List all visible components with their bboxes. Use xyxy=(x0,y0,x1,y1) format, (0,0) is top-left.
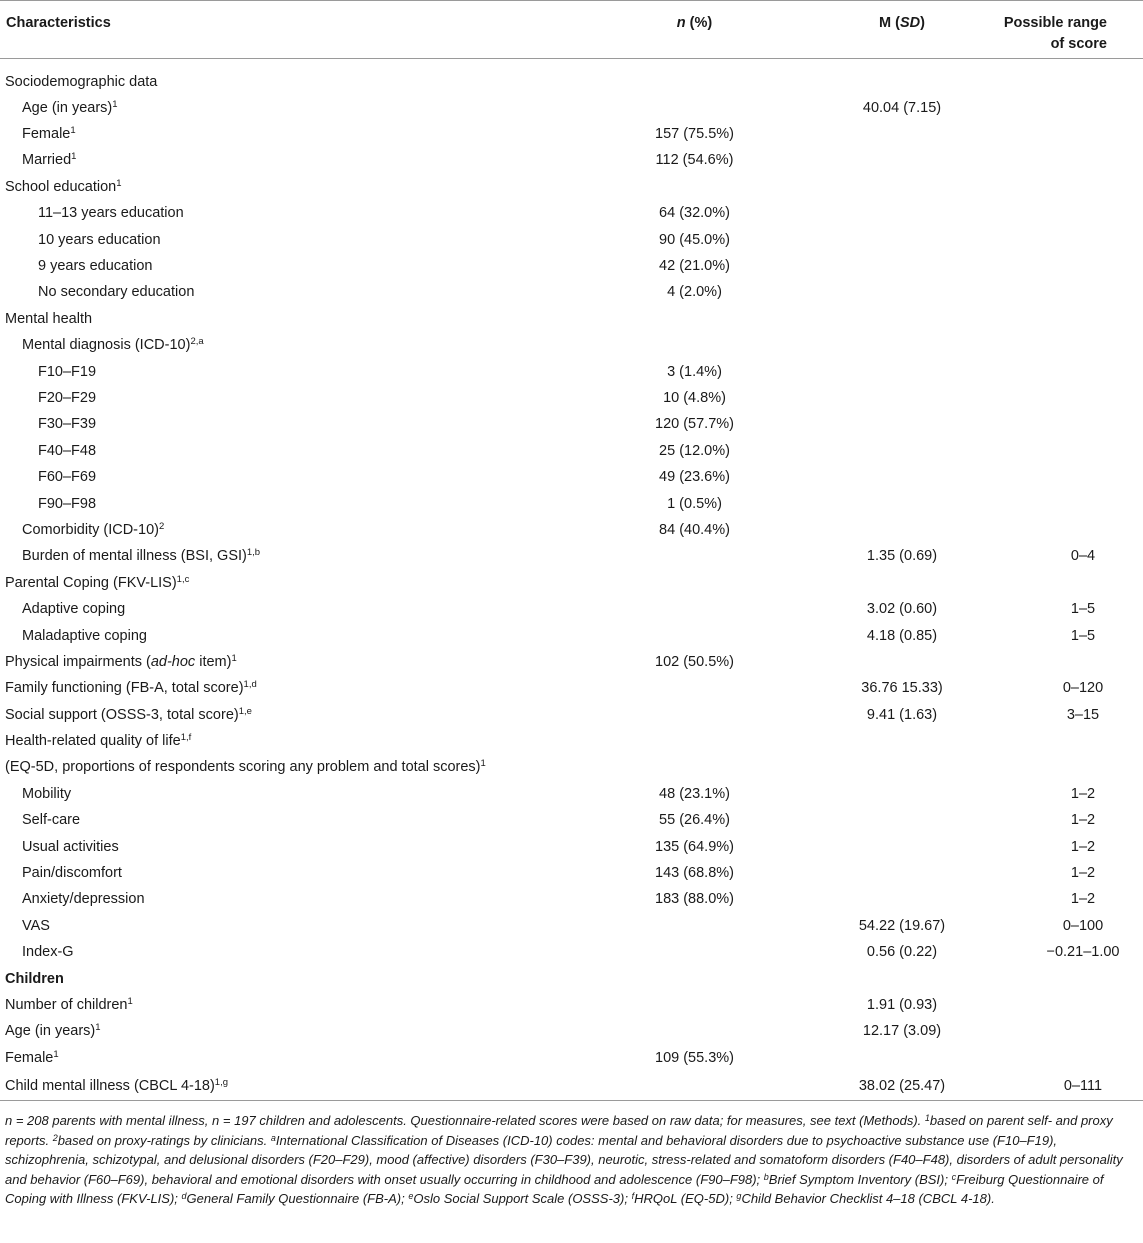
table-row xyxy=(0,596,1143,622)
row-label-italic: ad-hoc xyxy=(150,653,196,670)
cell-n-percent xyxy=(590,1071,765,1101)
row-label xyxy=(0,886,590,912)
row-label-superscript: 1,d xyxy=(243,679,257,691)
table-row xyxy=(0,279,1143,305)
cell-mean-sd xyxy=(765,965,985,991)
footnote-text: based on proxy-ratings by clinicians. xyxy=(57,1132,271,1148)
cell-possible-range xyxy=(985,279,1143,305)
cell-n-percent xyxy=(590,965,765,991)
cell-possible-range: 1–2 xyxy=(1070,865,1096,882)
row-label-text: Anxiety/depression xyxy=(22,891,145,908)
cell-possible-range: 1–2 xyxy=(1070,838,1096,855)
cell-possible-range: 0–120 xyxy=(1062,680,1104,697)
cell-n-percent: 112 (54.6%) xyxy=(655,152,734,169)
cell-possible-range xyxy=(985,965,1143,991)
cell-possible-range xyxy=(985,992,1143,1018)
footnote-sup: f xyxy=(631,1191,635,1202)
row-label-superscript: 1 xyxy=(53,1048,59,1060)
cell-possible-range xyxy=(985,649,1143,675)
cell-possible-range: 1–5 xyxy=(1070,627,1096,644)
footnote-text: n = 208 parents with mental illness, n = 197 children and adolescents. Questionnaire-related scores were based on raw data; for measures, see text (Methods). xyxy=(5,1113,925,1129)
cell-mean-sd xyxy=(765,332,985,358)
table-row xyxy=(0,1018,1143,1044)
cell-mean-sd: 1.91 (0.93) xyxy=(866,996,938,1013)
table-row xyxy=(0,59,1143,95)
cell-mean-sd xyxy=(765,147,985,173)
cell-mean-sd xyxy=(765,807,985,833)
cell-n-percent: 4 (2.0%) xyxy=(667,284,722,301)
row-label xyxy=(0,965,590,991)
header-n-italic: n xyxy=(676,15,686,31)
row-label xyxy=(0,121,590,147)
header-n-percent xyxy=(590,1,765,59)
row-label-text: Child mental illness (CBCL 4-18) xyxy=(5,1077,215,1094)
cell-n-percent: 120 (57.7%) xyxy=(655,416,734,433)
cell-n-percent: 49 (23.6%) xyxy=(659,469,730,486)
cell-possible-range xyxy=(985,490,1143,516)
row-label-superscript: 2,a xyxy=(190,336,204,348)
row-label-superscript: 1 xyxy=(116,177,122,189)
row-label xyxy=(0,59,590,95)
cell-n-percent: 102 (50.5%) xyxy=(655,653,734,670)
cell-mean-sd xyxy=(765,464,985,490)
table-row xyxy=(0,358,1143,384)
row-label xyxy=(0,1018,590,1044)
cell-n-percent: 55 (26.4%) xyxy=(659,812,730,829)
cell-mean-sd xyxy=(765,411,985,437)
cell-possible-range xyxy=(985,1018,1143,1044)
row-label-text: F30–F39 xyxy=(38,416,97,433)
table-row xyxy=(0,992,1143,1018)
cell-mean-sd xyxy=(765,226,985,252)
table-row xyxy=(0,517,1143,543)
table-row xyxy=(0,913,1143,939)
cell-mean-sd xyxy=(765,754,985,780)
cell-mean-sd xyxy=(765,833,985,859)
cell-possible-range xyxy=(985,147,1143,173)
row-label xyxy=(0,649,590,675)
footnote-sup: d xyxy=(181,1191,187,1202)
row-label-text: Children xyxy=(5,970,64,987)
row-label xyxy=(0,913,590,939)
row-label xyxy=(0,701,590,727)
row-label-superscript: 1 xyxy=(231,652,237,664)
row-label xyxy=(0,411,590,437)
cell-possible-range: 3–15 xyxy=(1066,706,1100,723)
table-row xyxy=(0,385,1143,411)
cell-possible-range xyxy=(985,306,1143,332)
table-row xyxy=(0,833,1143,859)
cell-n-percent xyxy=(590,939,765,965)
table-row xyxy=(0,570,1143,596)
row-label-superscript: 2 xyxy=(158,520,165,532)
cell-n-percent: 25 (12.0%) xyxy=(659,442,730,459)
footnote-text: Freiburg Questionnaire of Coping with Illness (FKV-LIS); xyxy=(5,1171,1104,1207)
row-label-text: F90–F98 xyxy=(38,495,97,512)
cell-n-percent: 3 (1.4%) xyxy=(667,363,722,380)
row-label-text: Burden of mental illness (BSI, GSI) xyxy=(22,548,247,565)
cell-mean-sd: 38.02 (25.47) xyxy=(858,1077,946,1094)
row-label-text: Mental diagnosis (ICD-10) xyxy=(22,337,191,354)
table-row xyxy=(0,701,1143,727)
cell-n-percent xyxy=(590,332,765,358)
footnote-text: General Family Questionnaire (FB-A); xyxy=(186,1191,409,1207)
cell-mean-sd xyxy=(765,728,985,754)
header-n-rest: (%) xyxy=(685,15,713,31)
cell-mean-sd xyxy=(765,174,985,200)
cell-possible-range xyxy=(985,200,1143,226)
cell-n-percent xyxy=(590,174,765,200)
row-label-text: Mental health xyxy=(5,310,93,327)
cell-n-percent: 135 (64.9%) xyxy=(655,838,734,855)
row-label-superscript: 1 xyxy=(480,758,486,770)
cell-possible-range xyxy=(985,253,1143,279)
cell-possible-range xyxy=(985,411,1143,437)
row-label xyxy=(0,1071,590,1101)
row-label-text: Comorbidity (ICD-10) xyxy=(22,521,159,538)
table-row xyxy=(0,675,1143,701)
cell-mean-sd: 12.17 (3.09) xyxy=(862,1023,942,1040)
table-row xyxy=(0,490,1143,516)
table-header xyxy=(0,1,1143,59)
row-label-text: Adaptive coping xyxy=(22,601,126,618)
table-row xyxy=(0,622,1143,648)
cell-possible-range xyxy=(985,1045,1143,1071)
cell-mean-sd: 36.76 15.33) xyxy=(861,680,943,697)
row-label-text: Age (in years) xyxy=(22,99,113,116)
cell-n-percent xyxy=(590,675,765,701)
row-label-text: No secondary education xyxy=(38,284,195,301)
table-row xyxy=(0,226,1143,252)
cell-possible-range xyxy=(985,754,1143,780)
row-label xyxy=(0,728,590,754)
cell-mean-sd xyxy=(765,860,985,886)
row-label-text: Sociodemographic data xyxy=(5,74,158,91)
row-label-superscript: 1 xyxy=(127,995,133,1007)
footnote-sup: g xyxy=(736,1191,742,1202)
table-row xyxy=(0,860,1143,886)
cell-n-percent xyxy=(590,59,765,95)
table-row xyxy=(0,965,1143,991)
table-row xyxy=(0,543,1143,569)
row-label xyxy=(0,939,590,965)
footnote-sup: a xyxy=(270,1132,276,1143)
row-label-text: Health-related quality of life xyxy=(5,733,181,750)
cell-possible-range xyxy=(985,464,1143,490)
table-row xyxy=(0,411,1143,437)
cell-possible-range xyxy=(985,59,1143,95)
row-label xyxy=(0,95,590,121)
cell-n-percent: 1 (0.5%) xyxy=(667,495,722,512)
cell-mean-sd xyxy=(765,886,985,912)
cell-possible-range xyxy=(985,95,1143,121)
table-row xyxy=(0,754,1143,780)
row-label-superscript: 1 xyxy=(70,125,76,137)
cell-possible-range xyxy=(985,570,1143,596)
row-label xyxy=(0,675,590,701)
cell-mean-sd xyxy=(765,121,985,147)
cell-mean-sd: 4.18 (0.85) xyxy=(866,627,938,644)
cell-n-percent xyxy=(590,754,765,780)
row-label-text: Physical impairments ( xyxy=(5,653,151,670)
header-range-line2: of score xyxy=(1050,36,1107,52)
row-label xyxy=(0,570,590,596)
row-label-text: Pain/discomfort xyxy=(22,865,122,882)
cell-mean-sd xyxy=(765,200,985,226)
row-label xyxy=(0,306,590,332)
cell-n-percent: 10 (4.8%) xyxy=(663,389,726,406)
table-footnote xyxy=(0,1101,1143,1209)
footnote-sup: b xyxy=(763,1171,769,1182)
row-label-text: VAS xyxy=(22,917,50,934)
table-row xyxy=(0,1045,1143,1071)
row-label-text: F40–F48 xyxy=(38,442,97,459)
cell-mean-sd xyxy=(765,438,985,464)
cell-possible-range xyxy=(985,332,1143,358)
row-label-text: Social support (OSSS-3, total score) xyxy=(5,706,239,723)
row-label xyxy=(0,517,590,543)
cell-n-percent: 143 (68.8%) xyxy=(655,865,734,882)
row-label-text: Female xyxy=(5,1049,54,1066)
table-row xyxy=(0,121,1143,147)
row-label xyxy=(0,622,590,648)
footnote-sup: e xyxy=(408,1191,414,1202)
cell-mean-sd: 0.56 (0.22) xyxy=(866,944,938,961)
cell-mean-sd xyxy=(765,59,985,95)
cell-possible-range: −0.21–1.00 xyxy=(1046,944,1120,961)
cell-mean-sd: 54.22 (19.67) xyxy=(858,917,946,934)
cell-n-percent: 84 (40.4%) xyxy=(659,521,730,538)
footnote-text: based on parent self- and proxy reports. xyxy=(5,1113,1113,1148)
cell-n-percent xyxy=(590,543,765,569)
cell-possible-range xyxy=(985,174,1143,200)
row-label xyxy=(0,279,590,305)
cell-possible-range: 0–100 xyxy=(1062,917,1104,934)
row-label xyxy=(0,1045,590,1071)
table-row xyxy=(0,438,1143,464)
cell-mean-sd: 9.41 (1.63) xyxy=(866,706,938,723)
row-label-text: Usual activities xyxy=(22,838,119,855)
footnote-text: Brief Symptom Inventory (BSI); xyxy=(768,1171,952,1187)
footnote-sup: 2 xyxy=(52,1132,58,1143)
cell-n-percent xyxy=(590,1018,765,1044)
row-label-text: Number of children xyxy=(5,996,128,1013)
cell-n-percent: 42 (21.0%) xyxy=(659,258,730,275)
row-label xyxy=(0,992,590,1018)
row-label-text: F10–F19 xyxy=(38,363,97,380)
row-label-text: Age (in years) xyxy=(5,1023,96,1040)
cell-n-percent: 157 (75.5%) xyxy=(655,126,734,143)
header-m: M ( xyxy=(879,15,900,31)
row-label xyxy=(0,754,590,780)
cell-possible-range xyxy=(985,121,1143,147)
cell-possible-range xyxy=(985,226,1143,252)
header-m-close: ) xyxy=(920,15,925,31)
cell-possible-range: 0–4 xyxy=(1070,548,1096,565)
cell-n-percent xyxy=(590,622,765,648)
cell-n-percent: 48 (23.1%) xyxy=(659,785,730,802)
row-label-text: F60–F69 xyxy=(38,469,97,486)
row-label-text: Married xyxy=(22,152,72,169)
row-label-text: Female xyxy=(22,126,71,143)
row-label-superscript: 1,c xyxy=(176,573,190,585)
row-label-text: item) xyxy=(195,653,232,670)
row-label xyxy=(0,464,590,490)
header-characteristics: Characteristics xyxy=(6,15,111,31)
header-mean-sd xyxy=(765,1,985,59)
cell-mean-sd xyxy=(765,385,985,411)
row-label xyxy=(0,358,590,384)
table-row xyxy=(0,332,1143,358)
cell-possible-range: 1–2 xyxy=(1070,891,1096,908)
row-label-superscript: 1,g xyxy=(214,1076,229,1088)
row-label-text: Mobility xyxy=(22,785,72,802)
table-row xyxy=(0,939,1143,965)
table-row xyxy=(0,95,1143,121)
row-label xyxy=(0,490,590,516)
cell-mean-sd xyxy=(765,306,985,332)
row-label-text: 10 years education xyxy=(38,231,161,248)
footnote-text: HRQoL (EQ-5D); xyxy=(634,1191,737,1207)
cell-possible-range: 1–2 xyxy=(1070,785,1096,802)
cell-mean-sd: 3.02 (0.60) xyxy=(866,601,938,618)
row-label-text: F20–F29 xyxy=(38,389,97,406)
cell-n-percent xyxy=(590,992,765,1018)
table-row xyxy=(0,886,1143,912)
table-row xyxy=(0,464,1143,490)
cell-possible-range xyxy=(985,728,1143,754)
row-label-text: Index-G xyxy=(22,944,74,961)
row-label-text: (EQ-5D, proportions of respondents scoring any problem and total scores) xyxy=(5,759,481,776)
row-label xyxy=(0,200,590,226)
table-row xyxy=(0,807,1143,833)
table-row xyxy=(0,174,1143,200)
cell-n-percent xyxy=(590,306,765,332)
cell-possible-range: 0–111 xyxy=(1063,1077,1103,1094)
row-label xyxy=(0,174,590,200)
row-label-text: Family functioning (FB-A, total score) xyxy=(5,680,244,697)
table-row xyxy=(0,649,1143,675)
cell-n-percent xyxy=(590,701,765,727)
row-label-superscript: 1 xyxy=(71,151,77,163)
table-row xyxy=(0,1071,1143,1101)
row-label xyxy=(0,253,590,279)
row-label xyxy=(0,596,590,622)
row-label-text: Self-care xyxy=(22,812,81,829)
cell-mean-sd: 40.04 (7.15) xyxy=(862,99,942,116)
table-row xyxy=(0,200,1143,226)
cell-mean-sd xyxy=(765,253,985,279)
cell-mean-sd xyxy=(765,358,985,384)
cell-possible-range: 1–2 xyxy=(1070,812,1096,829)
cell-n-percent xyxy=(590,596,765,622)
header-possible-range xyxy=(985,1,1143,59)
footnote-text: Oslo Social Support Scale (OSSS-3); xyxy=(413,1191,632,1207)
cell-n-percent: 183 (88.0%) xyxy=(655,891,734,908)
row-label xyxy=(0,543,590,569)
table-row xyxy=(0,253,1143,279)
cell-possible-range xyxy=(985,517,1143,543)
row-label xyxy=(0,332,590,358)
row-label-superscript: 1,f xyxy=(180,732,192,744)
row-label xyxy=(0,833,590,859)
cell-n-percent: 64 (32.0%) xyxy=(659,205,730,222)
cell-mean-sd: 1.35 (0.69) xyxy=(866,548,938,565)
cell-mean-sd xyxy=(765,570,985,596)
row-label xyxy=(0,438,590,464)
row-label xyxy=(0,226,590,252)
table-row xyxy=(0,728,1143,754)
cell-possible-range: 1–5 xyxy=(1070,601,1096,618)
cell-possible-range xyxy=(985,385,1143,411)
cell-possible-range xyxy=(985,438,1143,464)
row-label-superscript: 1,e xyxy=(238,705,252,717)
row-label xyxy=(0,385,590,411)
cell-mean-sd xyxy=(765,279,985,305)
row-label xyxy=(0,807,590,833)
row-label-text: 11–13 years education xyxy=(38,205,184,222)
table-row xyxy=(0,306,1143,332)
cell-mean-sd xyxy=(765,781,985,807)
cell-n-percent xyxy=(590,570,765,596)
row-label-superscript: 1 xyxy=(95,1022,101,1034)
row-label-superscript: 1 xyxy=(112,98,118,110)
cell-mean-sd xyxy=(765,1045,985,1071)
table-row xyxy=(0,147,1143,173)
footnote-sup: 1 xyxy=(924,1113,930,1124)
cell-n-percent: 109 (55.3%) xyxy=(655,1049,734,1066)
row-label-text: 9 years education xyxy=(38,258,153,275)
row-label xyxy=(0,860,590,886)
row-label-text: Maladaptive coping xyxy=(22,627,147,644)
cell-mean-sd xyxy=(765,490,985,516)
row-label xyxy=(0,147,590,173)
cell-n-percent xyxy=(590,728,765,754)
cell-n-percent xyxy=(590,95,765,121)
row-label-text: School education xyxy=(5,178,117,195)
cell-possible-range xyxy=(985,358,1143,384)
cell-mean-sd xyxy=(765,517,985,543)
footnote-text: International Classification of Diseases (ICD-10) codes: mental and behavioral disorders due to psychoactive substance use (F10–F19), schizophrenia, schizotypal, and delusional disorders (F20–F29), mood (affective) disorders (F30–F39), neurotic, stress-related and somatoform disorders (F40–F48), disorders of adult personality and behavior (F60–F69), behavioral and emotional disorders with onset usually occurring in childhood and adolescence (F90–F98); xyxy=(5,1132,1123,1187)
header-range-line1: Possible range xyxy=(1003,15,1107,31)
row-label xyxy=(0,781,590,807)
cell-mean-sd xyxy=(765,649,985,675)
footnote-sup: c xyxy=(951,1171,957,1182)
table-row xyxy=(0,781,1143,807)
footnote-text: Child Behavior Checklist 4–18 (CBCL 4-18). xyxy=(741,1191,995,1207)
cell-n-percent: 90 (45.0%) xyxy=(659,231,730,248)
row-label-text: Parental Coping (FKV-LIS) xyxy=(5,574,177,591)
header-sd-italic: SD xyxy=(899,15,921,31)
cell-n-percent xyxy=(590,913,765,939)
row-label-superscript: 1,b xyxy=(246,547,261,559)
table-body xyxy=(0,59,1143,1101)
